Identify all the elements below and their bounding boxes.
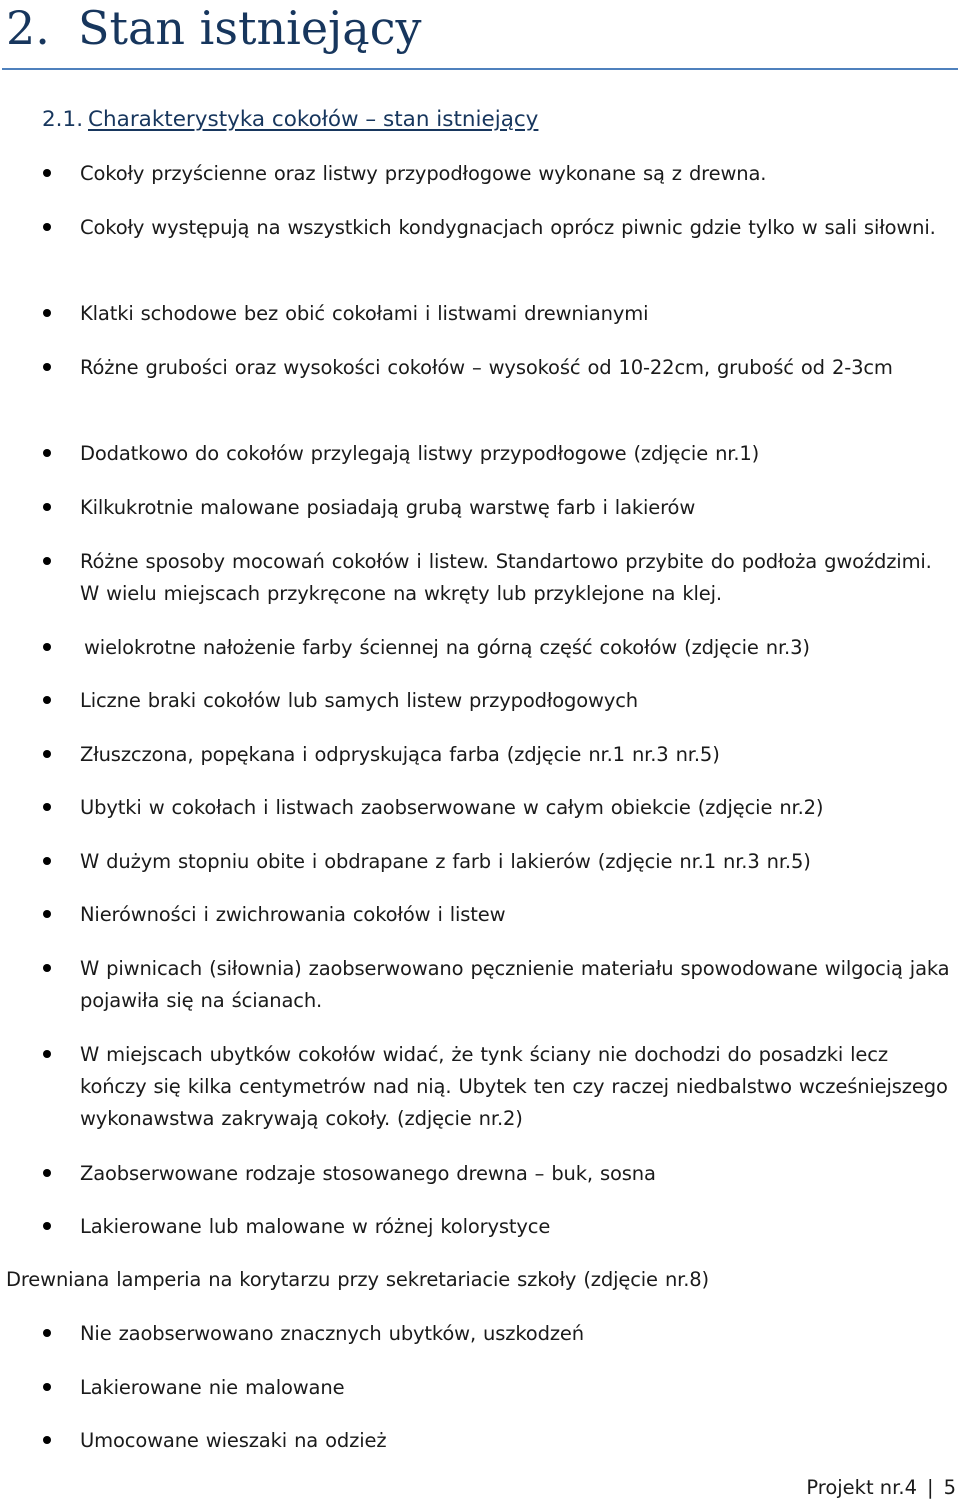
list-item-text: Różne grubości oraz wysokości cokołów – wysokość od 10-22cm, grubość od 2-3cm (80, 356, 893, 379)
bullet-dot (43, 1383, 51, 1391)
bullet-dot (43, 1050, 51, 1058)
heading-number: 2. (6, 1, 50, 55)
bullet-dot (43, 449, 51, 457)
list-item-text: Kilkukrotnie malowane posiadają grubą warstwę farb i lakierów (80, 496, 696, 519)
list-item-text: W dużym stopniu obite i obdrapane z farb i lakierów (zdjęcie nr.1 nr.3 nr.5) (80, 850, 811, 873)
page-footer (806, 1472, 956, 1504)
bullet-dot (43, 557, 51, 565)
page-number: 5 (943, 1476, 956, 1499)
bullet-dot (43, 803, 51, 811)
footer-project-label: Projekt nr.4 (806, 1476, 917, 1499)
bullet-dot (43, 1436, 51, 1444)
list-item-text: Dodatkowo do cokołów przylegają listwy przypodłogowe (zdjęcie nr.1) (80, 442, 760, 465)
heading-underline-rule (2, 68, 958, 70)
list-item-text: Cokoły występują na wszystkich kondygnacjach oprócz piwnic gdzie tylko w sali siłowni. (80, 216, 936, 239)
bullet-dot (43, 503, 51, 511)
section-subheading (42, 104, 538, 136)
bullet-dot (43, 363, 51, 371)
list-item-text: Lakierowane lub malowane w różnej kolorystyce (80, 1215, 551, 1238)
list-item-text: Umocowane wieszaki na odzież (80, 1429, 387, 1452)
list-item-text: Cokoły przyścienne oraz listwy przypodłogowe wykonane są z drewna. (80, 162, 767, 185)
section-line: Drewniana lamperia na korytarzu przy sekretariacie szkoły (zdjęcie nr.8) (6, 1268, 709, 1291)
bullet-dot (43, 309, 51, 317)
bullet-dot (43, 169, 51, 177)
subheading-title: Charakterystyka cokołów – stan istniejący (88, 107, 539, 132)
bullet-dot (43, 1169, 51, 1177)
bullet-dot (43, 223, 51, 231)
list-item-text: W miejscach ubytków cokołów widać, że tynk ściany nie dochodzi do posadzki lecz kończy się kilka centymetrów nad nią. Ubytek ten czy raczej niedbalstwo wcześniejszego wykonawstwa zakrywają cokoły. (zdjęcie nr.2) (80, 1043, 948, 1130)
list-item-text: Złuszczona, popękana i odpryskująca farba (zdjęcie nr.1 nr.3 nr.5) (80, 743, 720, 766)
list-item-text: Ubytki w cokołach i listwach zaobserwowane w całym obiekcie (zdjęcie nr.2) (80, 796, 824, 819)
bullet-dot (43, 643, 51, 651)
footer-separator: | (927, 1476, 934, 1499)
list-item-text: Nie zaobserwowano znacznych ubytków, uszkodzeń (80, 1322, 584, 1345)
list-item-text: Lakierowane nie malowane (80, 1376, 345, 1399)
bullet-dot (43, 964, 51, 972)
list-item-text: Nierówności i zwichrowania cokołów i listew (80, 903, 506, 926)
list-item-text: Różne sposoby mocowań cokołów i listew. Standartowo przybite do podłoża gwoździmi. W wielu miejscach przykręcone na wkręty lub przyklejone na klej. (80, 550, 932, 605)
page-heading (6, 0, 421, 58)
bullet-dot (43, 910, 51, 918)
list-item-text: Liczne braki cokołów lub samych listew przypodłogowych (80, 689, 639, 712)
list-item-text: Zaobserwowane rodzaje stosowanego drewna – buk, sosna (80, 1162, 656, 1185)
bullet-dot (43, 696, 51, 704)
bullet-dot (43, 857, 51, 865)
bullet-dot (43, 750, 51, 758)
list-item-text: Klatki schodowe bez obić cokołami i listwami drewnianymi (80, 302, 649, 325)
bullet-dot (43, 1329, 51, 1337)
bullet-dot (43, 1222, 51, 1230)
list-item-text: wielokrotne nałożenie farby ściennej na górną część cokołów (zdjęcie nr.3) (84, 636, 810, 659)
heading-title: Stan istniejący (78, 1, 422, 55)
subheading-number: 2.1. (42, 107, 84, 132)
list-item-text: W piwnicach (siłownia) zaobserwowano pęcznienie materiału spowodowane wilgocią jaka pojawiła się na ścianach. (80, 957, 950, 1012)
